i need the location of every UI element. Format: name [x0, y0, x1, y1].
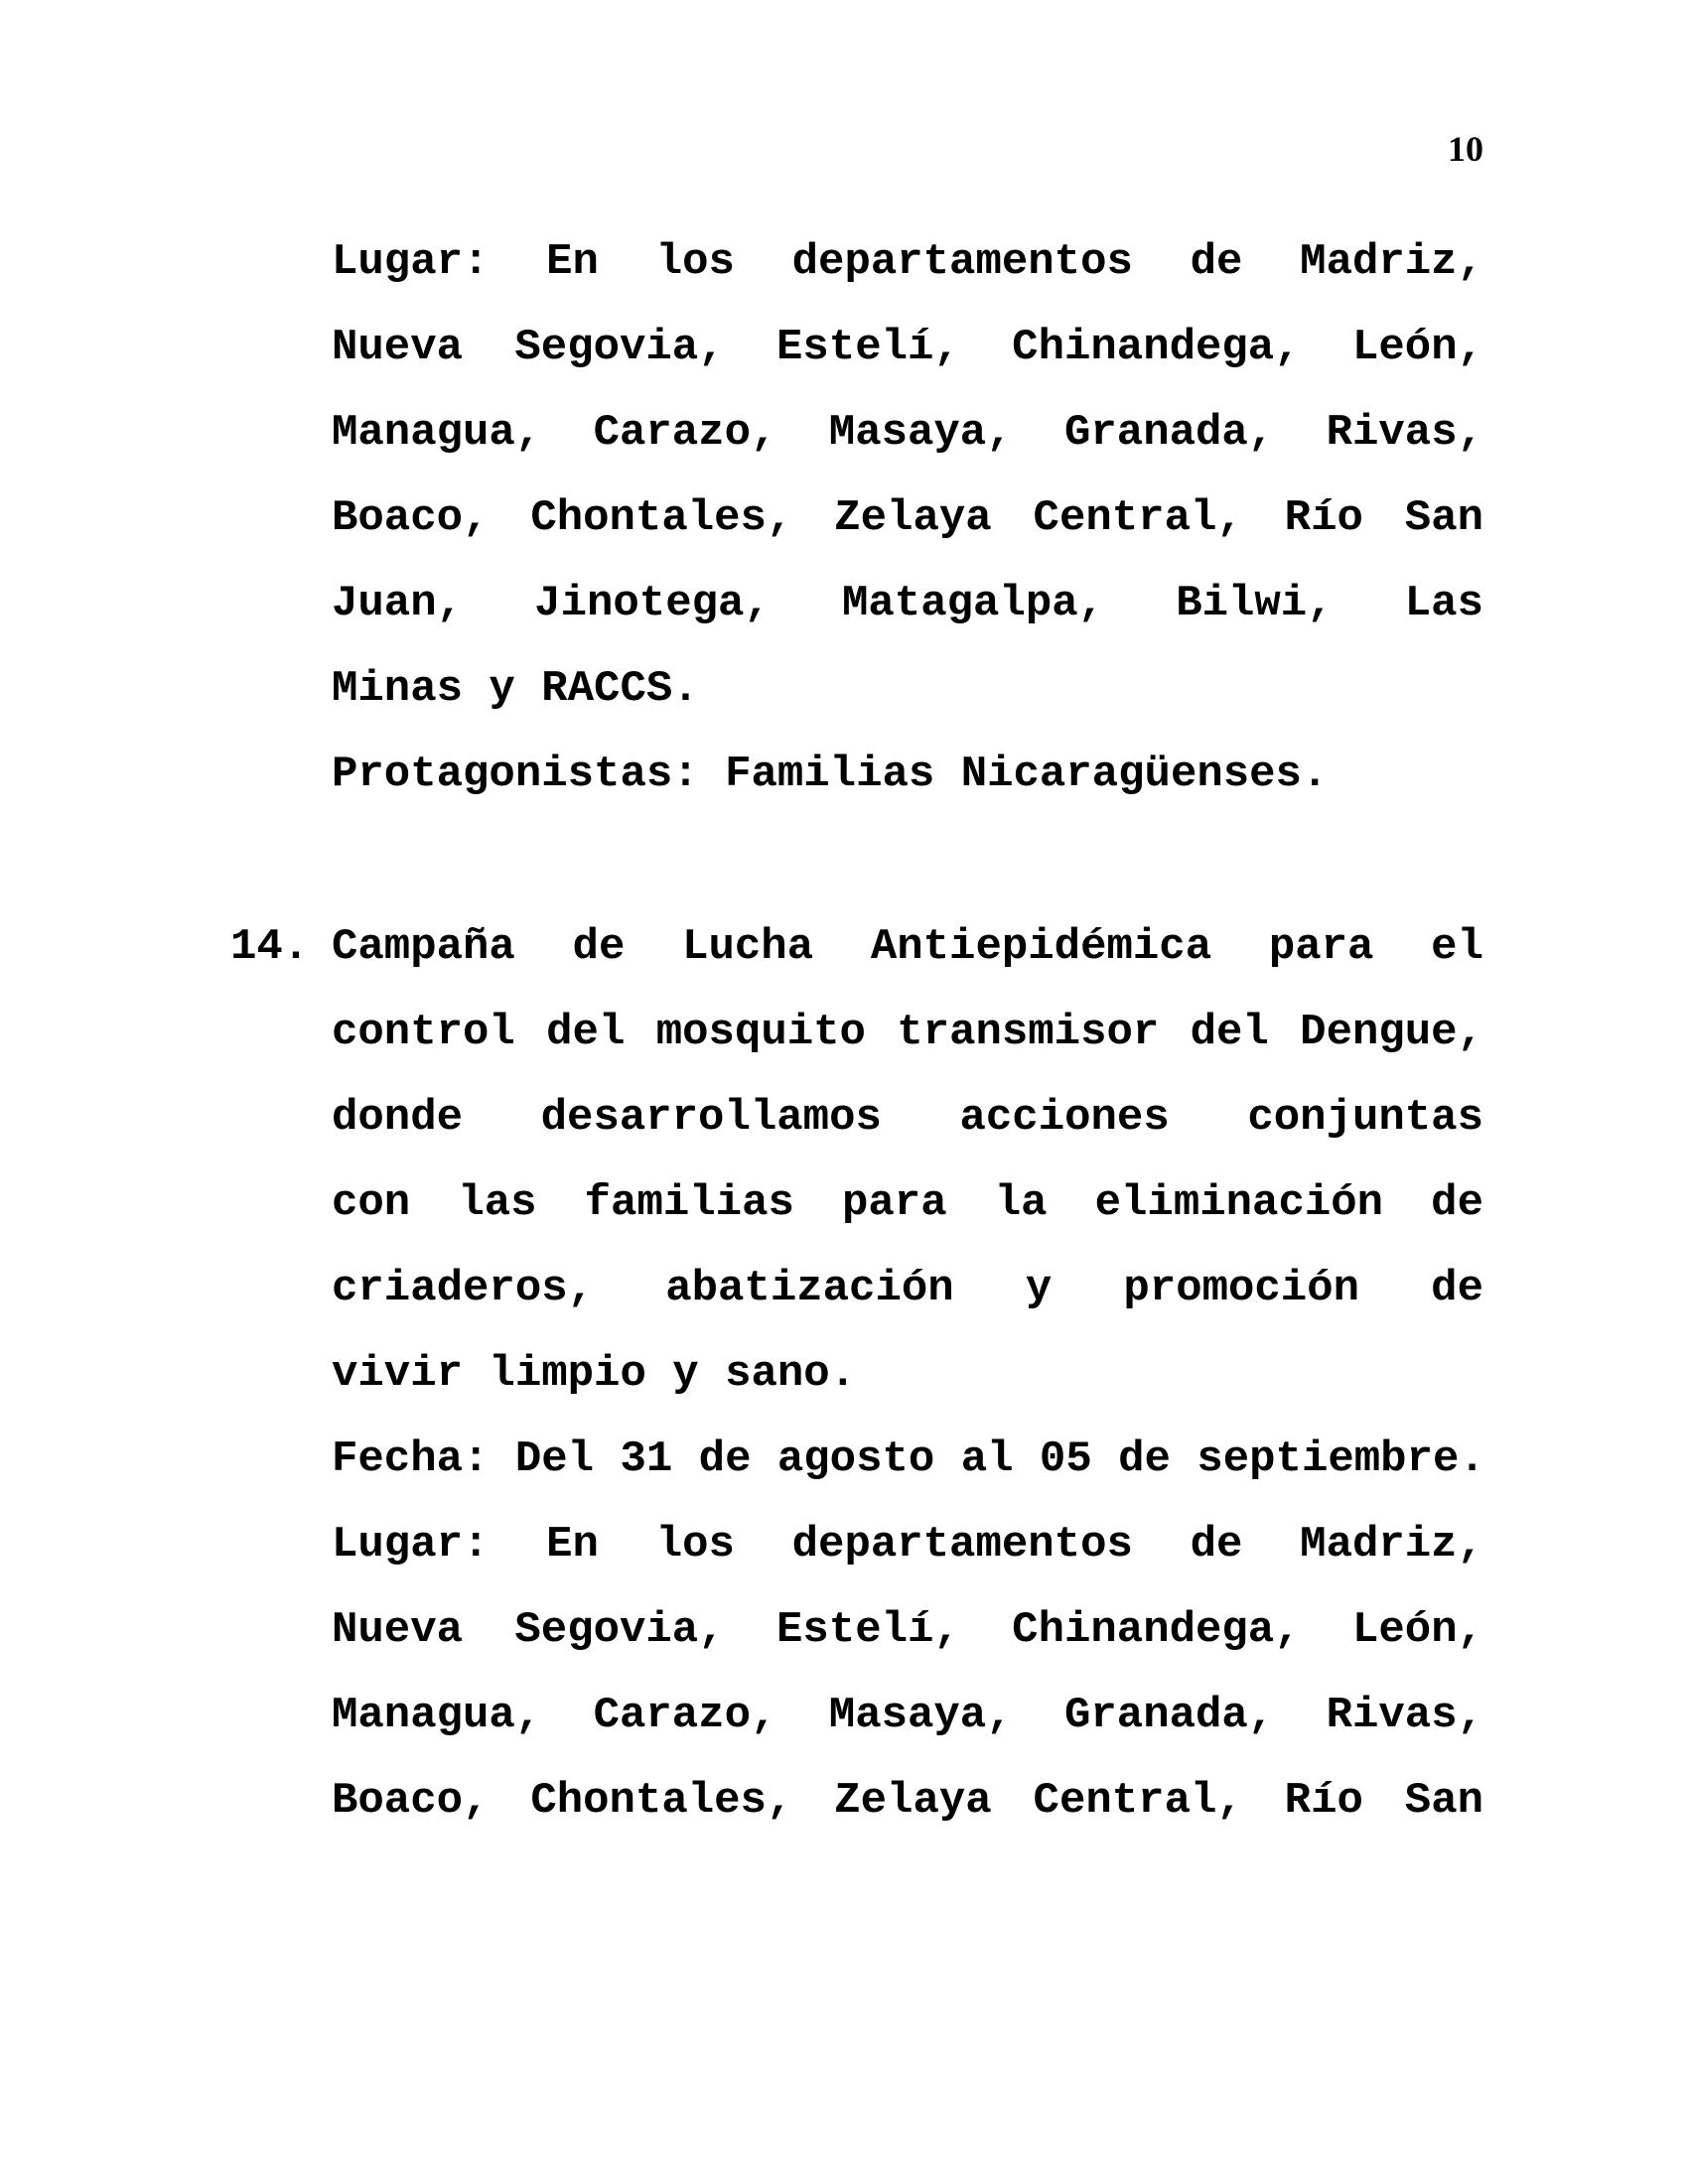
- item-14-description-line-2: control del mosquito transmisor del Dengue,: [332, 1008, 1483, 1057]
- item-14-description-line-1: Campaña de Lucha Antiepidémica para el: [332, 922, 1483, 972]
- item-14-lugar-line-2: Nueva Segovia, Estelí, Chinandega, León,: [332, 1605, 1483, 1655]
- previous-lugar-line-5: Juan, Jinotega, Matagalpa, Bilwi, Las: [332, 579, 1483, 628]
- previous-lugar-line-6: Minas y RACCS.: [332, 664, 699, 714]
- page-number: 10: [1448, 129, 1483, 169]
- previous-lugar-line-4: Boaco, Chontales, Zelaya Central, Río San: [332, 493, 1483, 543]
- item-14-lugar-line-1: Lugar: En los departamentos de Madriz,: [332, 1520, 1483, 1570]
- item-14-description-line-5: criaderos, abatización y promoción de: [332, 1264, 1483, 1313]
- item-14-description-line-3: donde desarrollamos acciones conjuntas: [332, 1093, 1483, 1143]
- item-14-description-line-4: con las familias para la eliminación de: [332, 1178, 1483, 1228]
- item-14-fecha: Fecha: Del 31 de agosto al 05 de septiembre.: [332, 1434, 1485, 1484]
- previous-lugar-line-3: Managua, Carazo, Masaya, Granada, Rivas,: [332, 408, 1483, 458]
- item-14-number: 14.: [230, 922, 310, 972]
- item-14-lugar-line-3: Managua, Carazo, Masaya, Granada, Rivas,: [332, 1691, 1483, 1740]
- previous-lugar-line-1: Lugar: En los departamentos de Madriz,: [332, 237, 1483, 287]
- previous-protagonistas: Protagonistas: Familias Nicaragüenses.: [332, 750, 1329, 799]
- previous-lugar-line-2: Nueva Segovia, Estelí, Chinandega, León,: [332, 323, 1483, 372]
- item-14-description-line-6: vivir limpio y sano.: [332, 1349, 857, 1399]
- item-14-lugar-line-4: Boaco, Chontales, Zelaya Central, Río San: [332, 1776, 1483, 1826]
